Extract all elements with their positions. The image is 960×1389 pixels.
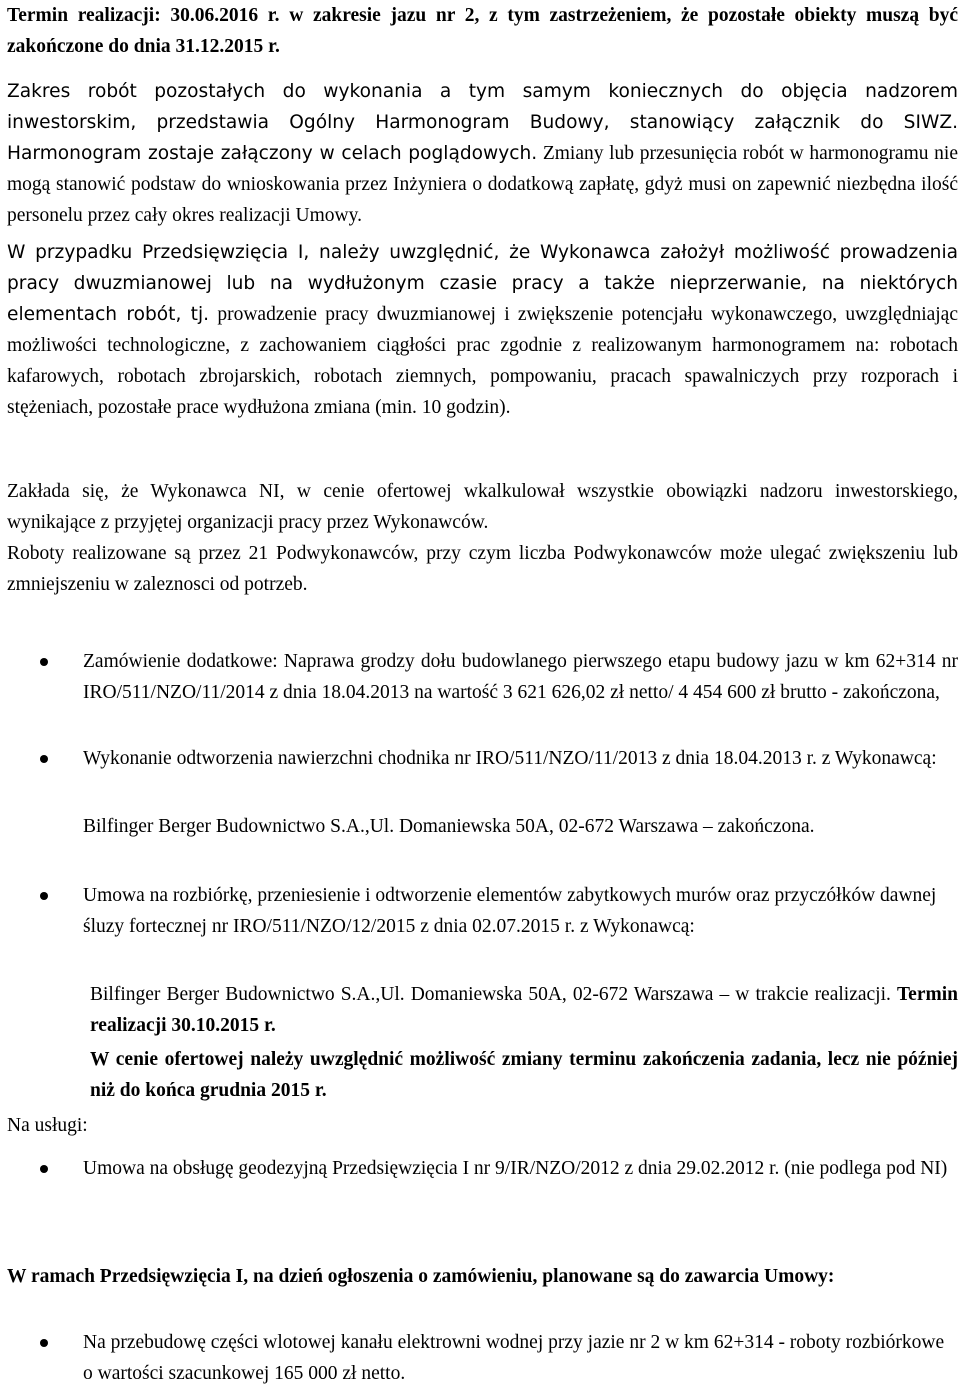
scope-text: Zakres robót pozostałych do wykonania a tym samym koniecznych do objęcia nadzorem inwestorskim, przedstawia Ogólny Harmonogram Budowy, stanowiący załącznik do SIWZ. Harmonogram zostaje załączony w celach poglądowych. — [7, 81, 958, 164]
shift-work-details-text: prowadzenie pracy dwuzmianowej i zwiększenie potencjału wykonawczego, uwzględniając możliwości technologiczne, z zachowaniem ciągłości prac zgodnie z realizowanym harmonogramem na: robotach kafarowych, robotach zbrojarskich, robotach ziemnych, pompowaniu, pracach spawalniczych przy rozporach i stężeniach, pozostałe prace wydłużona zmiana (min. 10 godzin). — [7, 304, 958, 418]
additional-order-text: Zamówienie dodatkowe: Naprawa grodzy dołu budowlanego pierwszego etapu budowy jazu w km 62+314 nr IRO/511/NZO/11/2014 z dnia 18.04.2013 na wartość 3 621 626,02 zł netto/ 4 454 600 zł brutto - zakończona, — [83, 651, 958, 703]
list-item — [7, 880, 958, 942]
planned-heading-text: W ramach Przedsięwzięcia I, na dzień ogłoszenia o zamówieniu, planowane są do zawarcia Umowy: — [7, 1266, 835, 1287]
schedule-changes-text: Zmiany lub przesunięcia robót w harmonogramu nie mogą stanowić podstaw do wnioskowania przez Inżyniera o dodatkową zapłatę, gdyż musi on zapewnić niezbędna ilość personelu przez cały okres realizacji Umowy. — [7, 143, 958, 226]
contractor-line-2 — [7, 979, 958, 1041]
contractor-line: Bilfinger Berger Budownictwo S.A.,Ul. Domaniewska 50A, 02-672 Warszawa – zakończona. — [83, 816, 815, 837]
shift-work-text: W przypadku Przedsięwzięcia I, należy uwzględnić, że Wykonawca założył możliwość prowadzenia pracy dwuzmianowej lub na wydłużonym czasie pracy a także nieprzerwanie, na niektórych elementach robót, tj. — [7, 242, 958, 325]
orders-list-2 — [7, 743, 958, 774]
services-heading: Na usługi: — [7, 1115, 88, 1136]
subcontractors-paragraph: Roboty realizowane są przez 21 Podwykonawców, przy czym liczba Podwykonawców może ulegać zwiększeniu lub zmniejszeniu w zaleznosci od potrzeb. — [7, 543, 958, 595]
planned-list — [7, 1327, 958, 1389]
services-list — [7, 1153, 958, 1184]
price-note — [7, 1044, 958, 1106]
supervision-paragraph: Zakłada się, że Wykonawca NI, w cenie ofertowej wkalkulował wszystkie obowiązki nadzoru inwestorskiego, wynikające z przyjętej organizacji pracy przez Wykonawców. — [7, 481, 958, 533]
scope-paragraph — [7, 76, 958, 231]
pavement-work-text: Wykonanie odtworzenia nawierzchni chodnika nr IRO/511/NZO/11/2013 z dnia 18.04.2013 r. z Wykonawcą: — [83, 748, 937, 769]
contractor-2-text: Bilfinger Berger Budownictwo S.A.,Ul. Domaniewska 50A, 02-672 Warszawa – w trakcie realizacji. — [90, 984, 891, 1005]
list-item — [7, 646, 958, 708]
list-item — [7, 1327, 958, 1389]
orders-list — [7, 646, 958, 708]
list-item — [7, 1153, 958, 1184]
survey-contract-text: Umowa na obsługę geodezyjną Przedsięwzięcia I nr 9/IR/NZO/2012 z dnia 29.02.2012 r. (nie podlega pod NI) — [83, 1158, 948, 1179]
completion-deadline — [7, 0, 958, 62]
planned-item-text: Na przebudowę części wlotowej kanału elektrowni wodnej przy jazie nr 2 w km 62+314 - roboty rozbiórkowe o wartości szacunkowej 165 000 zł netto. — [83, 1332, 945, 1384]
list-item — [7, 743, 958, 774]
orders-list-3 — [7, 880, 958, 942]
price-note-text: W cenie ofertowej należy uwzględnić możliwość zmiany terminu zakończenia zadania, lecz nie później niż do końca grudnia 2015 r. — [90, 1049, 958, 1101]
planned-heading — [7, 1261, 958, 1292]
deadline-text: Termin realizacji 30.10.2015 r. — [90, 984, 959, 1036]
completion-deadline-text: Termin realizacji: 30.06.2016 r. w zakresie jazu nr 2, z tym zastrzeżeniem, że pozostałe obiekty muszą być zakończone do dnia 31.12.2015 r. — [7, 5, 958, 57]
demolition-contract-text: Umowa na rozbiórkę, przeniesienie i odtworzenie elementów zabytkowych murów oraz przyczółków dawnej śluzy fortecznej nr IRO/511/NZO/12/2015 z dnia 02.07.2015 r. z Wykonawcą: — [83, 885, 937, 937]
shift-work-paragraph — [7, 237, 958, 423]
